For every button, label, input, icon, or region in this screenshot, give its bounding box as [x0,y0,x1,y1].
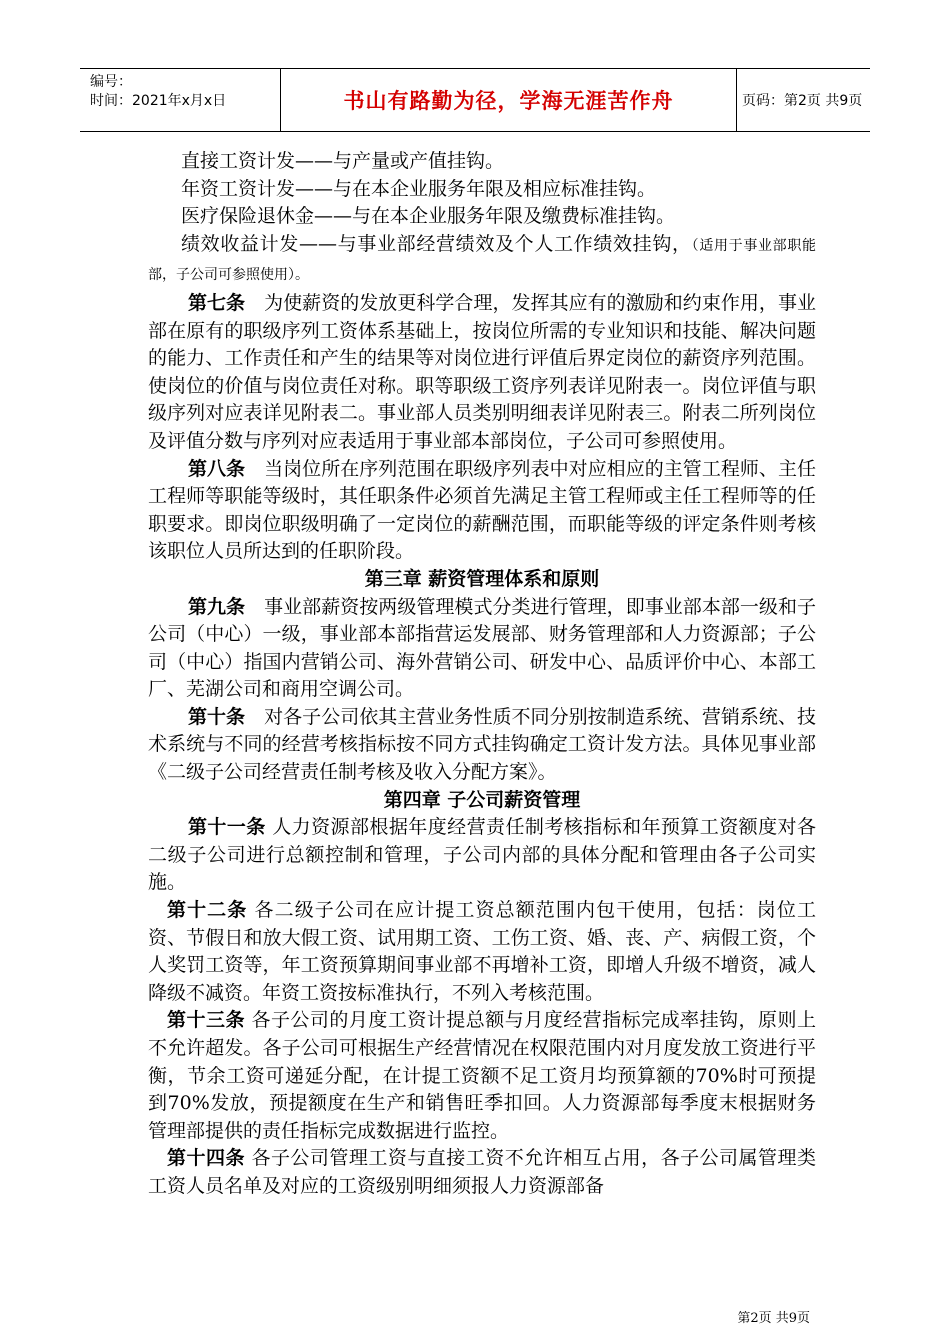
article-10 [148,704,816,787]
article-9 [148,594,816,704]
performance-pay-note-b: 于事业部职能部，子公司可参照使用）。 [148,237,816,284]
article-11-title: 第十一条 [188,816,266,839]
article-12-title: 第十二条 [167,899,248,922]
article-7-title: 第七条 [188,291,246,314]
document-number-label: 编号： [90,74,132,90]
article-8 [148,456,816,566]
header-motto: 书山有路勤为径，学海无涯苦作舟 [280,69,737,131]
article-14-title: 第十四条 [167,1147,245,1170]
article-9-title: 第九条 [188,595,246,618]
article-11-text: 人力资源部根据年度经营责任制考核指标和年预算工资额度对各二级子公司进行总额控制和管理，子公司内部的具体分配和管理由各子公司实施。 [148,816,816,894]
article-10-title: 第十条 [188,705,246,728]
chapter-3-heading: 第三章 薪资管理体系和原则 [364,567,600,590]
article-9-text: 事业部薪资按两级管理模式分类进行管理，即事业部本部一级和子公司（中心）一级，事业部本部指营运发展部、财务管理部和人力资源部；子公司（中心）指国内营销公司、海外营销公司、研发中心、品质评价中心、本部工厂、芜湖公司和商用空调公司。 [148,595,816,701]
document-body [148,148,816,1201]
paragraph-direct-wage: 直接工资计发——与产量或产值挂钩。 [181,150,505,172]
article-13-title: 第十三条 [167,1009,245,1032]
article-12-text: 各二级子公司在应计提工资总额范围内包干使用，包括：岗位工资、节假日和放大假工资、试用期工资、工伤工资、婚、丧、产、病假工资，个人奖罚工资等，年工资预算期间事业部不再增补工资，即增人升级不增资，减人降级不减资。年资工资按标准执行，不列入考核范围。 [148,899,816,1004]
paragraph-seniority-wage: 年资工资计发——与在本企业服务年限及相应标准挂钩。 [181,177,657,200]
article-13 [148,1007,816,1145]
article-13-text: 各子公司的月度工资计提总额与月度经营指标完成率挂钩，原则上不允许超发。各子公司可根据生产经营情况在权限范围内对月度发放工资进行平衡，节余工资可递延分配，在计提工资额不足工资月均预算额的70%时可预提到70%发放，预提额度在生产和销售旺季扣回。人力资源部每季度末根据财务管理部提供的责任指标完成数据进行监控。 [148,1009,816,1142]
article-8-text: 当岗位所在序列范围在职级序列表中对应相应的主管工程师、主任工程师等职能等级时，其任职条件必须首先满足主管工程师或主任工程师等的任职要求。即岗位职级明确了一定岗位的薪酬范围，而职能等级的评定条件则考核该职位人员所达到的任职阶段。 [148,457,816,563]
article-11 [148,814,816,897]
header-meta [90,73,275,111]
article-12 [148,897,816,1007]
paragraph-performance-pay [148,231,816,290]
paragraph-medical-insurance: 医疗保险退休金——与在本企业服务年限及缴费标准挂钩。 [181,205,676,228]
article-14-text: 各子公司管理工资与直接工资不允许相互占用，各子公司属管理类工资人员名单及对应的工资级别明细须报人力资源部备 [148,1147,816,1197]
article-10-text: 对各子公司依其主营业务性质不同分别按制造系统、营销系统、技术系统与不同的经营考核指标按不同方式挂钩确定工资计发方法。具体见事业部《二级子公司经营责任制考核及收入分配方案》。 [148,705,816,784]
document-time-label: 时间：2021年x月x日 [90,93,227,109]
performance-pay-text: 绩效收益计发——与事业部经营绩效及个人工作绩效挂钩， [181,232,692,255]
header-page-label: 页码：第2页 共9页 [742,93,863,109]
article-7 [148,290,816,456]
article-8-title: 第八条 [188,457,246,480]
article-7-text: 为使薪资的发放更科学合理，发挥其应有的激励和约束作用，事业部在原有的职级序列工资体系基础上，按岗位所需的专业知识和技能、解决问题的能力、工作责任和产生的结果等对岗位进行评值后界定岗位的薪资序列范围。使岗位的价值与岗位责任对称。职等职级工资序列表详见附表一。岗位评值与职级序列对应表详见附表二。事业部人员类别明细表详见附表三。附表二所列岗位及评值分数与序列对应表适用于事业部本部岗位，子公司可参照使用。 [148,291,816,452]
page-header [80,68,870,132]
chapter-4-heading: 第四章 子公司薪资管理 [383,788,581,811]
article-14 [148,1145,816,1200]
performance-pay-note-a: （适用 [691,237,729,254]
page-footer: 第2页 共9页 [737,1311,810,1326]
